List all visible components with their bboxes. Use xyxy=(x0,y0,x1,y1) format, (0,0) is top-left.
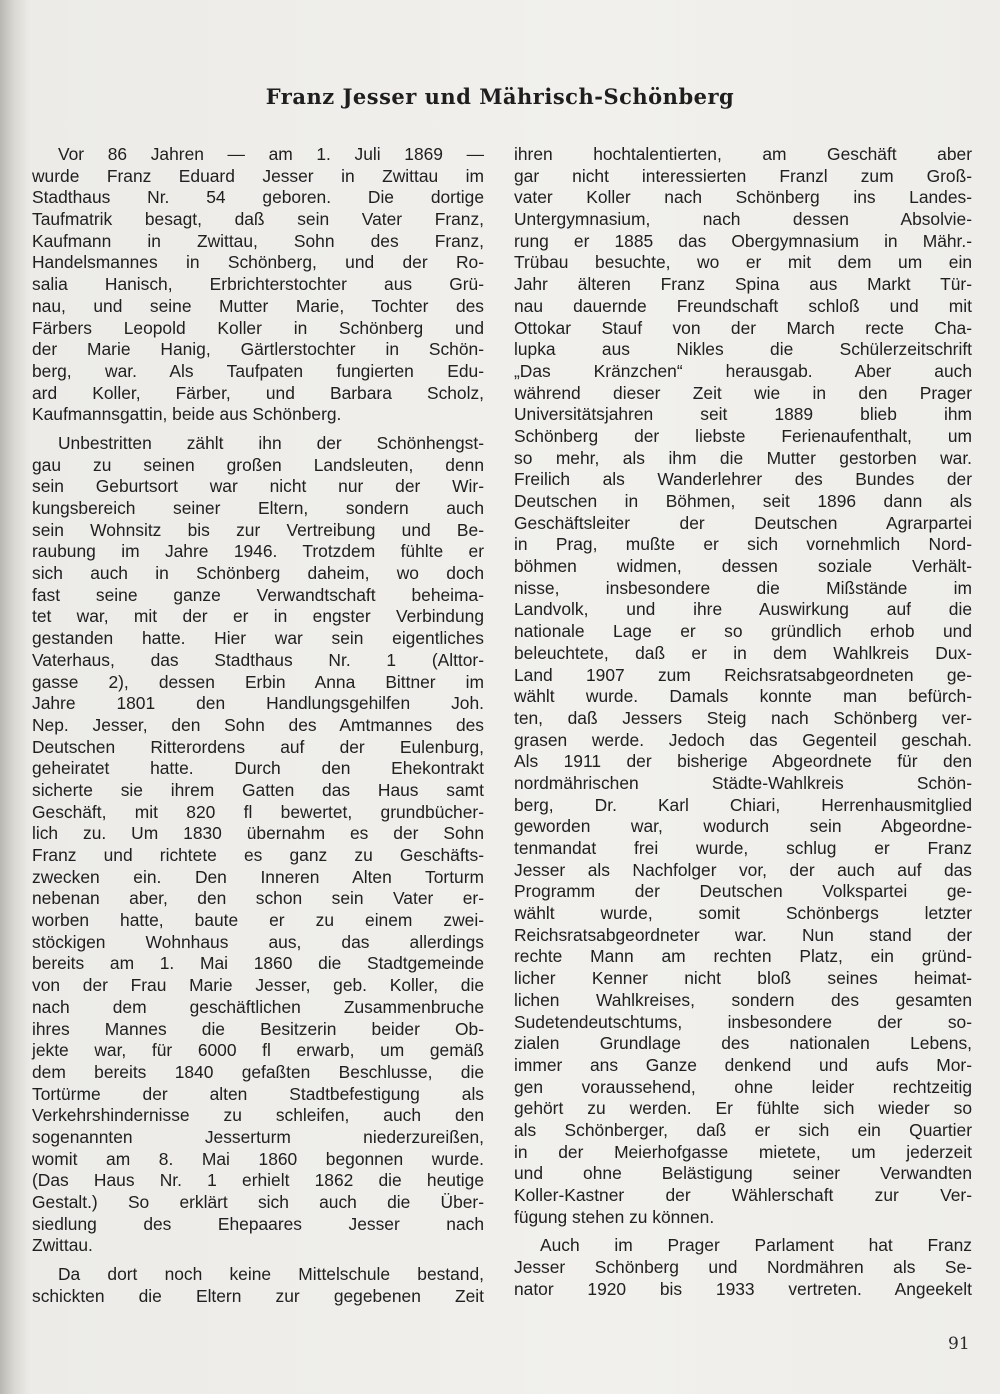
text-line: immer ans Ganze denkend und aufs Mor- xyxy=(514,1054,972,1075)
text-line: Franz und richtete es ganz zu Geschäfts- xyxy=(32,845,484,865)
text-line: gen voraussehend, ohne leider rechtzeitig xyxy=(514,1076,972,1097)
text-line: Geschäft, mit 820 fl bewertet, grundbücher- xyxy=(32,801,484,822)
text-line: als Schönberger, daß er sich ein Quartier xyxy=(514,1119,972,1140)
text-line: so mehr, als ihm die Mutter gestorben war. xyxy=(514,447,972,468)
text-line: Tortürme der alten Stadtbefestigung als xyxy=(32,1083,484,1104)
text-line: fügung stehen zu können. xyxy=(514,1206,715,1227)
text-line: Jahre 1801 den Handlungsgehilfen Joh. xyxy=(32,693,484,714)
text-line: Jesser Schönberg und Nordmähren als Se- xyxy=(514,1257,972,1278)
text-line: Deutschen in Böhmen, seit 1896 dann als xyxy=(514,491,972,511)
text-line: nisse, insbesondere die Mißstände im xyxy=(514,577,972,598)
text-line: Stadthaus Nr. 54 geboren. Die dortige xyxy=(32,187,484,208)
text-line: kungsbereich seiner Eltern, sondern auch xyxy=(32,498,484,518)
text-line: stöckigen Wohnhaus aus, das allerdings xyxy=(32,931,484,952)
text-line: sein Wohnsitz bis zur Vertreibung und Be- xyxy=(32,519,484,540)
text-line: (Das Haus Nr. 1 erhielt 1862 die heutige xyxy=(32,1170,484,1191)
text-line: Vor 86 Jahren — am 1. Juli 1869 — xyxy=(58,144,484,164)
text-line: berg, Dr. Karl Chiari, Herrenhausmitglied xyxy=(514,794,972,815)
text-line: der Marie Hanig, Gärtlerstochter in Schön- xyxy=(32,339,484,360)
text-line: Land 1907 zum Reichsratsabgeordneten ge- xyxy=(514,664,972,685)
text-line: Trübau besuchte, wo er mit dem um ein xyxy=(514,252,972,273)
text-line: wurde Franz Eduard Jesser in Zwittau im xyxy=(32,165,484,186)
text-line: grasen werde. Jedoch das Gegenteil geschah. xyxy=(514,729,972,750)
text-line: lich zu. Um 1830 übernahm es der Sohn xyxy=(32,823,484,844)
text-line: dem bereits 1840 gefaßten Beschlusse, die xyxy=(32,1061,484,1082)
paragraph xyxy=(514,1235,972,1300)
text-line: zialen Grundlage des nationalen Lebens, xyxy=(514,1033,972,1054)
text-line: böhmen widmen, dessen soziale Verhält- xyxy=(514,556,972,577)
text-line: Reichsratsabgeordneter war. Nun stand der xyxy=(514,924,972,945)
text-line: in der Meierhofgasse mietete, um jederzeit xyxy=(514,1141,972,1162)
paragraph-gap xyxy=(32,1257,484,1264)
text-line: Handelsmannes in Schönberg, und der Ro- xyxy=(32,252,484,273)
text-line: gasse 2), dessen Erbin Anna Bittner im xyxy=(32,671,484,692)
text-line: Jesser als Nachfolger vor, der auch auf das xyxy=(514,859,972,880)
text-line: Geschäftsleiter der Deutschen Agrarpartei xyxy=(514,512,972,533)
article-title: Franz Jesser und Mährisch-Schönberg xyxy=(265,84,735,109)
paragraph xyxy=(514,144,972,1228)
text-line: wählt wurde. Damals konnte man befürch- xyxy=(514,686,972,707)
text-line: ihres Mannes die Besitzerin beider Ob- xyxy=(32,1018,484,1039)
text-line: Koller-Kastner der Wählerschaft zur Ver- xyxy=(514,1185,972,1205)
text-line: zwecken ein. Den Inneren Alten Torturm xyxy=(32,866,484,887)
text-line: Deutschen Ritterordens auf der Eulenburg, xyxy=(32,736,484,757)
text-line: Universitätsjahren seit 1889 blieb ihm xyxy=(514,404,972,425)
text-line: siedlung des Ehepaares Jesser nach xyxy=(32,1213,484,1234)
text-line: ten, daß Jessers Steig nach Schönberg ver- xyxy=(514,707,972,728)
text-line: Landvolk, und ihre Auswirkung auf die xyxy=(514,599,972,620)
text-line: Untergymnasium, nach dessen Absolvie- xyxy=(514,209,972,230)
text-line: raubung im Jahre 1946. Trotzdem fühlte er xyxy=(32,541,484,562)
paragraph xyxy=(32,433,484,1257)
text-line: Taufmatrik besagt, daß sein Vater Franz, xyxy=(32,209,484,230)
text-line: Jahr älteren Franz Spina aus Markt Tür- xyxy=(514,274,972,295)
text-line: und ohne Belästigung seiner Verwandten xyxy=(514,1163,972,1184)
text-line: gestanden hatte. Hier war sein eigentliches xyxy=(32,628,484,649)
text-line: in Prag, mußte er sich vornehmlich Nord- xyxy=(514,534,972,555)
text-line: rechte Mann am rechten Platz, ein gründ- xyxy=(514,946,972,967)
left-text-column xyxy=(32,144,484,1307)
text-line: „Das Kränzchen“ herausgab. Aber auch xyxy=(514,360,972,381)
text-line: während dieser Zeit wie in den Prager xyxy=(514,382,972,403)
text-line: Sudetendeutschtums, insbesondere der so- xyxy=(514,1011,972,1032)
text-line: sich auch in Schönberg daheim, wo doch xyxy=(32,563,484,584)
paragraph xyxy=(32,1264,484,1307)
text-line: schickten die Eltern zur gegebenen Zeit xyxy=(32,1285,484,1306)
text-line: Verkehrshindernisse zu schleifen, auch den xyxy=(32,1105,484,1126)
text-line: Kaufmann in Zwittau, Sohn des Franz, xyxy=(32,230,484,251)
text-line: lupka aus Nikles die Schülerzeitschrift xyxy=(514,339,972,360)
text-line: Unbestritten zählt ihn der Schönhengst- xyxy=(58,432,484,453)
text-line: jekte war, für 6000 fl erwarb, um gemäß xyxy=(32,1040,484,1061)
text-line: berg, war. Als Taufpaten fungierten Edu- xyxy=(32,360,484,381)
text-line: Gestalt.) So erklärt sich auch die Über- xyxy=(32,1192,484,1212)
text-line: licher Kenner nicht bloß seines heimat- xyxy=(514,968,972,989)
text-line: Kaufmannsgattin, beide aus Schönberg. xyxy=(32,404,342,425)
text-line: tet war, mit der er in engster Verbindung xyxy=(32,606,484,627)
text-line: nau dauernde Freundschaft schloß und mit xyxy=(514,295,972,316)
text-line: worben hatte, baute er zu einem zwei- xyxy=(32,910,484,931)
text-line: nator 1920 bis 1933 vertreten. Angeekelt xyxy=(514,1278,972,1299)
text-line: ihren hochtalentierten, am Geschäft aber xyxy=(514,144,972,164)
paragraph xyxy=(32,144,484,426)
text-line: Freilich als Wanderlehrer des Bundes der xyxy=(514,469,972,490)
text-line: tenmandat frei wurde, schlug er Franz xyxy=(514,838,972,858)
text-line: nordmährischen Städte-Wahlkreis Schön- xyxy=(514,772,972,793)
text-line: sogenannten Jesserturm niederzureißen, xyxy=(32,1126,484,1147)
text-line: Programm der Deutschen Volkspartei ge- xyxy=(514,881,972,902)
text-line: gau zu seinen großen Landsleuten, denn xyxy=(32,454,484,475)
text-line: Auch im Prager Parlament hat Franz xyxy=(540,1235,972,1256)
paragraph-gap xyxy=(32,426,484,433)
right-text-column xyxy=(514,144,972,1300)
text-line: gar nicht interessierten Franzl zum Groß- xyxy=(514,165,972,186)
page-number: 91 xyxy=(948,1334,970,1354)
text-line: Zwittau. xyxy=(32,1235,93,1256)
text-line: bereits am 1. Mai 1860 die Stadtgemeinde xyxy=(32,953,484,974)
text-line: Schönberg der liebste Ferienaufenthalt, um xyxy=(514,425,972,446)
text-line: nau, und seine Mutter Marie, Tochter des xyxy=(32,295,484,316)
text-line: nationale Lage er so gründlich erhob und xyxy=(514,621,972,642)
text-line: fast seine ganze Verwandtschaft beheima- xyxy=(32,584,484,605)
text-line: Vaterhaus, das Stadthaus Nr. 1 (Alttor- xyxy=(32,649,484,670)
text-line: Da dort noch keine Mittelschule bestand, xyxy=(58,1264,484,1285)
text-line: nebenan aber, den schon sein Vater er- xyxy=(32,888,484,909)
text-line: geheiratet hatte. Durch den Ehekontrakt xyxy=(32,758,484,779)
text-line: Nep. Jesser, den Sohn des Amtmannes des xyxy=(32,714,484,735)
text-line: geworden war, wodurch sein Abgeordne- xyxy=(514,816,972,837)
text-line: wählt wurde, somit Schönbergs letzter xyxy=(514,903,972,924)
text-line: Als 1911 der bisherige Abgeordnete für den xyxy=(514,751,972,772)
text-line: vater Koller nach Schönberg ins Landes- xyxy=(514,187,972,208)
text-line: gehört zu werden. Er fühlte sich wieder so xyxy=(514,1098,972,1119)
text-line: von der Frau Marie Jesser, geb. Koller, die xyxy=(32,975,484,996)
paragraph-gap xyxy=(514,1228,972,1235)
text-line: salia Hanisch, Erbrichterstochter aus Grü- xyxy=(32,274,484,295)
text-line: sein Geburtsort war nicht nur der Wir- xyxy=(32,476,484,497)
text-line: ard Koller, Färber, und Barbara Scholz, xyxy=(32,382,484,403)
text-line: Ottokar Stauf von der March recte Cha- xyxy=(514,317,972,338)
text-line: rung er 1885 das Obergymnasium in Mähr.- xyxy=(514,230,972,251)
text-line: nach dem geschäftlichen Zusammenbruche xyxy=(32,996,484,1017)
text-line: sicherte sie ihrem Gatten das Haus samt xyxy=(32,779,484,800)
text-line: Färbers Leopold Koller in Schönberg und xyxy=(32,317,484,338)
text-line: beleuchtete, daß er in dem Wahlkreis Dux- xyxy=(514,642,972,663)
text-line: womit am 8. Mai 1860 begonnen wurde. xyxy=(32,1148,484,1169)
text-line: lichen Wahlkreises, sondern des gesamten xyxy=(514,989,972,1010)
